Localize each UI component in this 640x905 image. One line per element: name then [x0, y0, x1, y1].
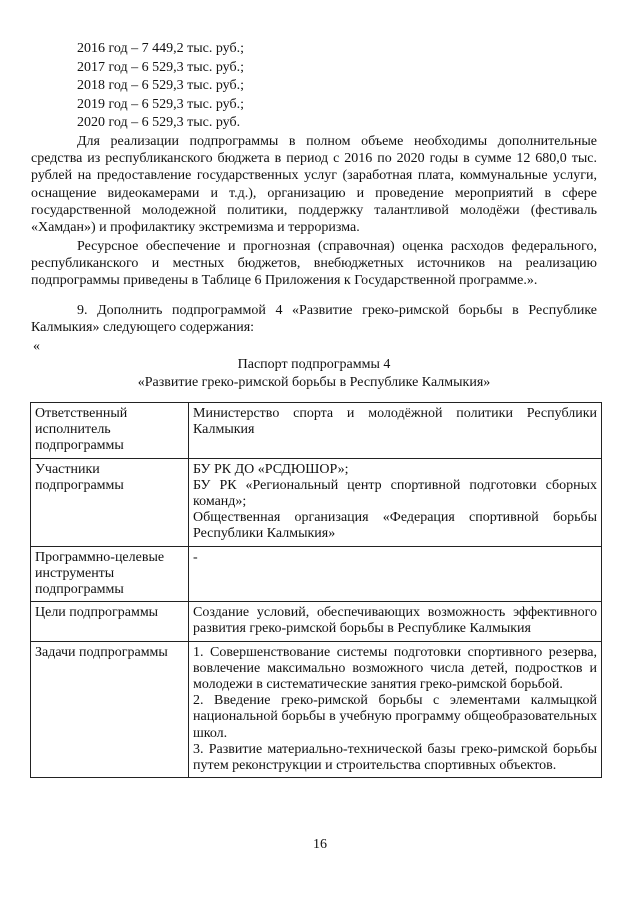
table-row [31, 403, 602, 459]
year-line: 2016 год – 7 449,2 тыс. руб.; [77, 41, 244, 56]
row-value [189, 403, 602, 459]
row-value [189, 602, 602, 641]
cell-line: - [193, 549, 198, 565]
opening-quote: « [33, 339, 40, 354]
table-row [31, 602, 602, 641]
row-label: Участники подпрограммы [31, 458, 189, 546]
paragraph-additional-funding: Для реализации подпрограммы в полном объеме необходимы дополнительные средства из республиканского бюджета в период с 2016 по 2020 годы в сумме 12 680,0 тыс. рублей на предоставление государственных услуг (заработная плата, коммунальные услуги, оснащение видеокамерами и т.д.), организацию и проведение мероприятий в сфере государственной молодежной политики, поддержку талантливой молодёжи (фестиваль «Хамдан») и профилактику экстремизма и терроризма. [31, 134, 597, 236]
table-row [31, 641, 602, 778]
funding-by-year-list [77, 40, 244, 133]
row-label: Задачи подпрограммы [31, 641, 189, 778]
table-row [31, 458, 602, 546]
passport-table [30, 402, 602, 778]
cell-line: Общественная организация «Федерация спортивной борьбы Республики Калмыкия» [193, 510, 597, 542]
year-line: 2017 год – 6 529,3 тыс. руб.; [77, 59, 244, 75]
table-row [31, 546, 602, 602]
passport-title [31, 356, 597, 391]
cell-line: БУ РК «Региональный центр спортивной подготовки сборных команд»; [193, 477, 597, 510]
page-number: 16 [313, 837, 327, 852]
year-line: 2019 год – 6 529,3 тыс. руб.; [77, 96, 244, 112]
passport-title-line1: Паспорт подпрограммы 4 [237, 357, 391, 372]
cell-line: 1. Совершенствование системы подготовки спортивного резерва, вовлечение максимально возможного числа детей, подростков и молодежи в систематические занятия греко-римской борьбой. [193, 644, 597, 693]
row-value [189, 458, 602, 546]
cell-line: Министерство спорта и молодёжной политики Республики Калмыкия [193, 406, 597, 438]
paragraph-item-9: 9. Дополнить подпрограммой 4 «Развитие греко-римской борьбы в Республике Калмыкия» следующего содержания: [31, 303, 597, 336]
row-value [189, 641, 602, 778]
year-line: 2020 год – 6 529,3 тыс. руб. [77, 115, 241, 131]
row-value [189, 546, 602, 602]
cell-line: 2. Введение греко-римской борьбы с элементами калмыцкой национальной борьбы в учебную программу общеобразовательных школ. [193, 693, 597, 741]
row-label: Цели подпрограммы [31, 602, 189, 641]
row-label: Программно-целевые инструменты подпрограммы [31, 546, 189, 602]
cell-line: 3. Развитие материально-технической базы греко-римской борьбы путем реконструкции и строительства спортивных объектов. [193, 741, 597, 774]
cell-line: БУ РК ДО «РСДЮШОР»; [193, 461, 349, 477]
row-label: Ответственный исполнитель подпрограммы [31, 403, 189, 459]
paragraph-resource-provision: Ресурсное обеспечение и прогнозная (справочная) оценка расходов федерального, республиканского и местных бюджетов, внебюджетных источников на реализацию подпрограммы приведены в Таблице 6 Приложения к Государственной программе.». [31, 239, 597, 289]
cell-line: Создание условий, обеспечивающих возможность эффективного развития греко-римской борьбы в Республике Калмыкия [193, 605, 597, 637]
year-line: 2018 год – 6 529,3 тыс. руб.; [77, 78, 244, 94]
passport-title-line2: «Развитие греко-римской борьбы в Республике Калмыкия» [137, 374, 491, 390]
